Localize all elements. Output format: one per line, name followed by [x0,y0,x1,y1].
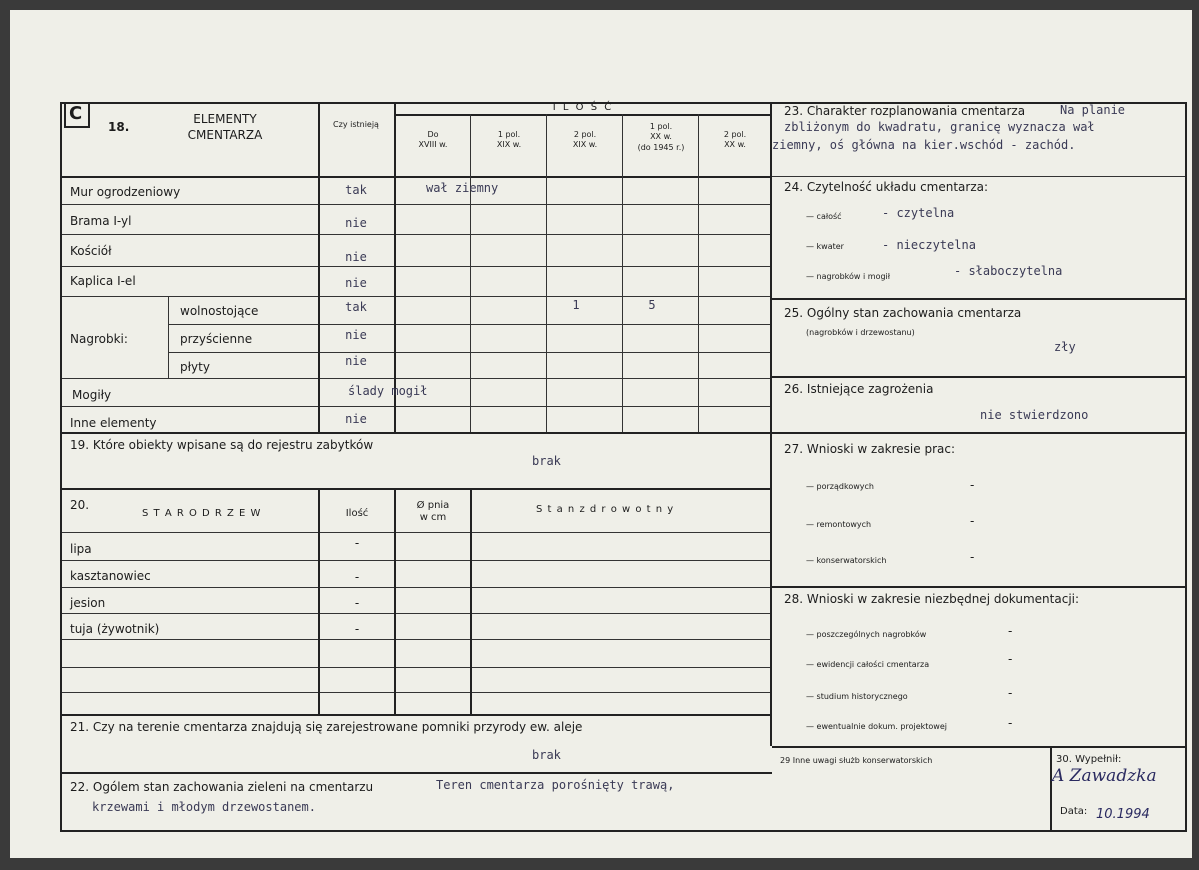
section-25-value: zły [1054,340,1076,354]
section-23-value-1: Na planie [1060,103,1126,117]
col-stan-header: S t a n z d r o w o t n y [536,504,675,515]
date-label: Data: [1060,806,1088,817]
s27-item-label: — konserwatorskich [806,556,887,565]
period-2-line2: XIX w. [496,140,522,149]
section-18-title-2: CMENTARZA [187,128,263,142]
row-value: 1 [572,298,580,312]
tree-label: lipa [70,542,92,556]
s27-item-label: — porządkowych [806,482,874,491]
period-3-line1: 2 pol. [573,130,597,139]
tree-qty: - [354,570,360,584]
period-1-line1: Do [427,130,439,139]
date-value: 10.1994 [1096,807,1150,822]
row-label: Kaplica I-el [70,274,136,288]
section-18-title-1: ELEMENTY [193,112,257,126]
col-ilosc-header: Ilość [345,508,369,519]
section-21-value: brak [532,748,561,762]
section-24-label: 24. Czytelność układu cmentarza: [784,180,989,194]
row-label: wolnostojące [180,304,259,318]
period-4-line3: (do 1945 r.) [637,143,685,152]
row-exists: nie [345,250,367,264]
section-20-number: 20. [70,498,90,512]
s28-item-value: - [1008,652,1013,666]
period-3-line2: XIX w. [572,140,598,149]
tree-label: kasztanowiec [70,569,151,583]
section-28-label: 28. Wnioski w zakresie niezbędnej dokumentacji: [784,592,1080,606]
period-2-line1: 1 pol. [497,130,521,139]
section-22-value-2: krzewami i młodym drzewostanem. [92,800,316,814]
s27-item-value: - [970,514,975,528]
s28-item-label: — ewentualnie dokum. projektowej [806,722,947,731]
row-exists: nie [345,276,367,290]
row-value: 5 [648,298,656,312]
row-label: Brama I-yl [70,214,132,228]
row-label: Inne elementy [70,416,157,430]
section-23-label: 23. Charakter rozplanowania cmentarza [784,104,1026,118]
nagrobki-label: Nagrobki: [70,332,128,346]
row-exists: nie [345,216,367,230]
period-5-line2: XX w. [724,140,746,149]
row-exists: nie [345,354,367,368]
form-frame [60,92,1187,834]
s28-item-value: - [1008,624,1013,638]
s27-item-value: - [970,478,975,492]
row-exists: nie [345,412,367,426]
section-19-value: brak [532,454,561,468]
period-1-line2: XVIII w. [418,140,448,149]
section-21-label: 21. Czy na terenie cmentarza znajdują się zarejestrowane pomniki przyrody ew. aleje [70,720,583,734]
s28-item-value: - [1008,686,1013,700]
row-label: płyty [180,360,210,374]
section-22-value-1: Teren cmentarza porośnięty trawą, [436,778,675,792]
tree-qty: - [354,536,360,550]
tree-qty: - [354,596,360,610]
section-30-label: 30. Wypełnił: [1056,754,1122,765]
s24-item-label: — kwater [806,242,844,251]
ilosc-header: I L O Ś Ć [552,102,614,113]
tree-qty: - [354,622,360,636]
s28-item-label: — poszczególnych nagrobków [806,630,927,639]
row-label: przyścienne [180,332,253,346]
row-exists: tak [345,183,367,197]
s28-item-value: - [1008,716,1013,730]
s24-item-label: — nagrobków i mogił [806,272,891,281]
row-label: Kościół [70,244,112,258]
section-20-title: S T A R O D R Z E W [142,508,262,519]
section-29-label: 29 Inne uwagi służb konserwatorskich [780,756,933,765]
row-label: Mogiły [72,388,112,402]
s24-item-label: — całość [806,212,842,221]
col-exists-header: Czy istnieją [333,120,379,129]
section-23-value-2: zbliżonym do kwadratu, granicę wyznacza wał [784,120,1095,134]
period-5-line1: 2 pol. [723,130,747,139]
s28-item-label: — studium historycznego [806,692,908,701]
row-exists: ślady mogił [348,384,428,398]
section-26-value: nie stwierdzono [980,408,1089,422]
section-19-label: 19. Które obiekty wpisane są do rejestru zabytków [70,438,374,452]
s28-item-label: — ewidencji całości cmentarza [806,660,930,669]
s24-item-value: - nieczytelna [882,238,976,252]
section-23-value-3: ziemny, oś główna na kier.wschód - zachód. [772,138,1076,152]
section-25-label: 25. Ogólny stan zachowania cmentarza [784,306,1022,320]
s27-item-value: - [970,550,975,564]
tree-label: tuja (żywotnik) [70,622,160,636]
s27-item-label: — remontowych [806,520,872,529]
col-pnia-header-2: w cm [419,512,447,523]
s24-item-value: - słaboczytelna [954,264,1063,278]
section-22-label: 22. Ogólem stan zachowania zieleni na cmentarzu [70,780,374,794]
section-26-label: 26. Istniejące zagrożenia [784,382,934,396]
col-pnia-header-1: Ø pnia [416,500,450,511]
section-18-number: 18. [108,120,130,134]
form-card [10,10,1192,858]
section-27-label: 27. Wnioski w zakresie prac: [784,442,956,456]
row-label: Mur ogrodzeniowy [70,185,181,199]
period-4-line1: 1 pol. [649,122,673,131]
section-letter: C [69,103,83,124]
row-exists: nie [345,328,367,342]
section-25-sub: (nagrobków i drzewostanu) [806,328,915,337]
tree-label: jesion [70,596,106,610]
row-exists: tak [345,300,367,314]
period-4-line2: XX w. [650,132,672,141]
signature: A Zawadzka [1052,766,1157,786]
row-note: wał ziemny [426,181,499,195]
s24-item-value: - czytelna [882,206,955,220]
